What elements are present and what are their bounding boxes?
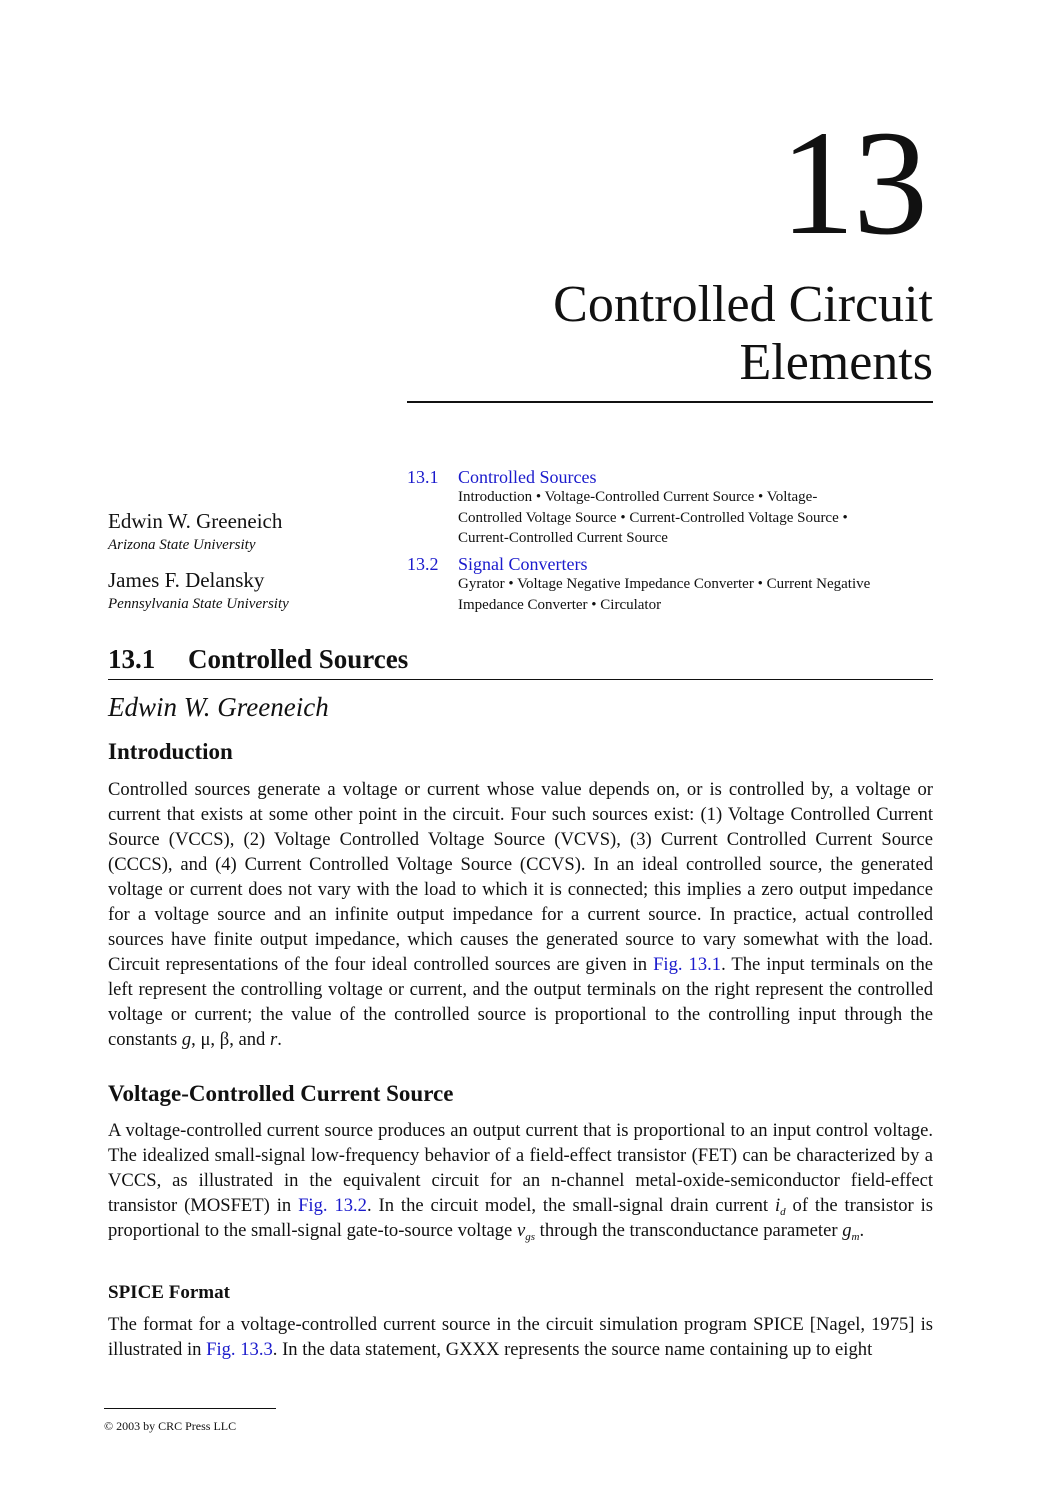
toc-entry: [407, 466, 877, 550]
paragraph-text: .: [859, 1220, 865, 1241]
paragraph-text: . In the circuit model, the small-signal drain current: [366, 1195, 775, 1216]
vccs-heading: Voltage-Controlled Current Source: [108, 1081, 454, 1106]
section-number: 13.1: [108, 644, 156, 674]
variable-g: g: [842, 1220, 852, 1241]
paragraph-text: . The input terminals on the left represent the controlling voltage or current, and the output terminals on the right represent the controlled voltage or current; the value of the controlled source is proportional to the controlling input through the constants: [108, 954, 934, 1050]
constant-g: g: [181, 1029, 192, 1050]
variable-subscript: m: [851, 1231, 860, 1243]
toc-link-controlled-sources[interactable]: Controlled Sources: [458, 467, 597, 487]
toc-number[interactable]: 13.1: [407, 467, 439, 487]
chapter-number: 13: [780, 100, 926, 266]
vccs-paragraph: [108, 1118, 933, 1243]
paragraph-text: of the transistor is proportional to the small-signal gate-to-source voltage: [108, 1195, 934, 1241]
paragraph-text: through the transconductance parameter: [535, 1220, 843, 1241]
toc-number[interactable]: 13.2: [407, 554, 439, 574]
title-divider: [407, 401, 933, 403]
author-name: James F. Delansky: [108, 568, 265, 592]
separator: ,: [210, 1029, 220, 1050]
figure-link-13-2[interactable]: Fig. 13.2: [298, 1195, 367, 1216]
paragraph-text: .: [277, 1029, 282, 1050]
copyright-notice: © 2003 by CRC Press LLC: [104, 1419, 237, 1433]
author-affiliation: Pennsylvania State University: [108, 596, 289, 612]
variable-subscript: gs: [525, 1231, 535, 1243]
paragraph-text: . In the data statement, GXXX represents the source name containing up to eight: [272, 1339, 873, 1360]
constant-beta: β: [219, 1029, 230, 1050]
author-affiliation: Arizona State University: [108, 537, 256, 553]
toc-link-signal-converters[interactable]: Signal Converters: [458, 554, 588, 574]
chapter-title-line-1: Controlled Circuit: [553, 276, 933, 333]
section-divider: [108, 679, 933, 680]
chapter-title: [553, 276, 933, 392]
constant-mu: μ: [200, 1029, 211, 1050]
paragraph-text: A voltage-controlled current source produces an output current that is proportional to an input control voltage. The idealized small-signal low-frequency behavior of a field-effect transistor (FET) can be characterized by a VCCS, as illustrated in the equivalent circuit for an n-channel metal-oxide-semiconductor field-effect transistor (MOSFET) in: [108, 1120, 933, 1216]
toc-entry: [407, 553, 877, 617]
variable-v: v: [516, 1220, 526, 1241]
variable-subscript: d: [780, 1206, 786, 1218]
spice-format-heading: SPICE Format: [108, 1282, 230, 1303]
separator: , and: [229, 1029, 270, 1050]
separator: ,: [191, 1029, 201, 1050]
constant-r: r: [269, 1029, 278, 1050]
chapter-title-line-2: Elements: [739, 334, 933, 391]
footer-divider: [104, 1408, 276, 1409]
section-title: Controlled Sources: [188, 644, 409, 674]
toc-description: Gyrator • Voltage Negative Impedance Converter • Current Negative Impedance Converter • Circulator: [458, 576, 871, 613]
author-block: [108, 568, 289, 614]
paragraph-text: Controlled sources generate a voltage or current whose value depends on, or is controlled by, a voltage or current that exists at some other point in the circuit. Four such sources exist: (1) Voltage Controlled Current Source (VCCS), (2) Voltage Controlled Voltage Source (VCVS), (3) Current Controlled Current Source (CCCS), and (4) Current Controlled Voltage Source (CCVS). In an ideal controlled source, the generated voltage or current does not vary with the load to which it is connected; this implies a zero output impedance for a voltage source and an infinite output impedance for a current source. In practice, actual controlled sources have finite output impedance, which causes the generated source to vary somewhat with the load. Circuit representations of the four ideal controlled sources are given in: [108, 779, 933, 975]
author-name: Edwin W. Greeneich: [108, 509, 283, 533]
introduction-heading: Introduction: [108, 739, 233, 764]
introduction-paragraph: [108, 777, 933, 1052]
figure-link-13-3[interactable]: Fig. 13.3: [206, 1339, 273, 1360]
figure-link-13-1[interactable]: Fig. 13.1: [653, 954, 722, 975]
author-block: [108, 509, 282, 555]
variable-i: i: [774, 1195, 781, 1216]
section-author: Edwin W. Greeneich: [108, 692, 329, 722]
spice-paragraph: [108, 1312, 933, 1362]
paragraph-text: The format for a voltage-controlled current source in the circuit simulation program SPICE [Nagel, 1975] is illustrated in: [108, 1314, 933, 1360]
section-heading: [108, 642, 408, 676]
toc-description: Introduction • Voltage-Controlled Current Source • Voltage-Controlled Voltage Source • Current-Controlled Voltage Source • Current-Controlled Current Source: [458, 489, 848, 546]
